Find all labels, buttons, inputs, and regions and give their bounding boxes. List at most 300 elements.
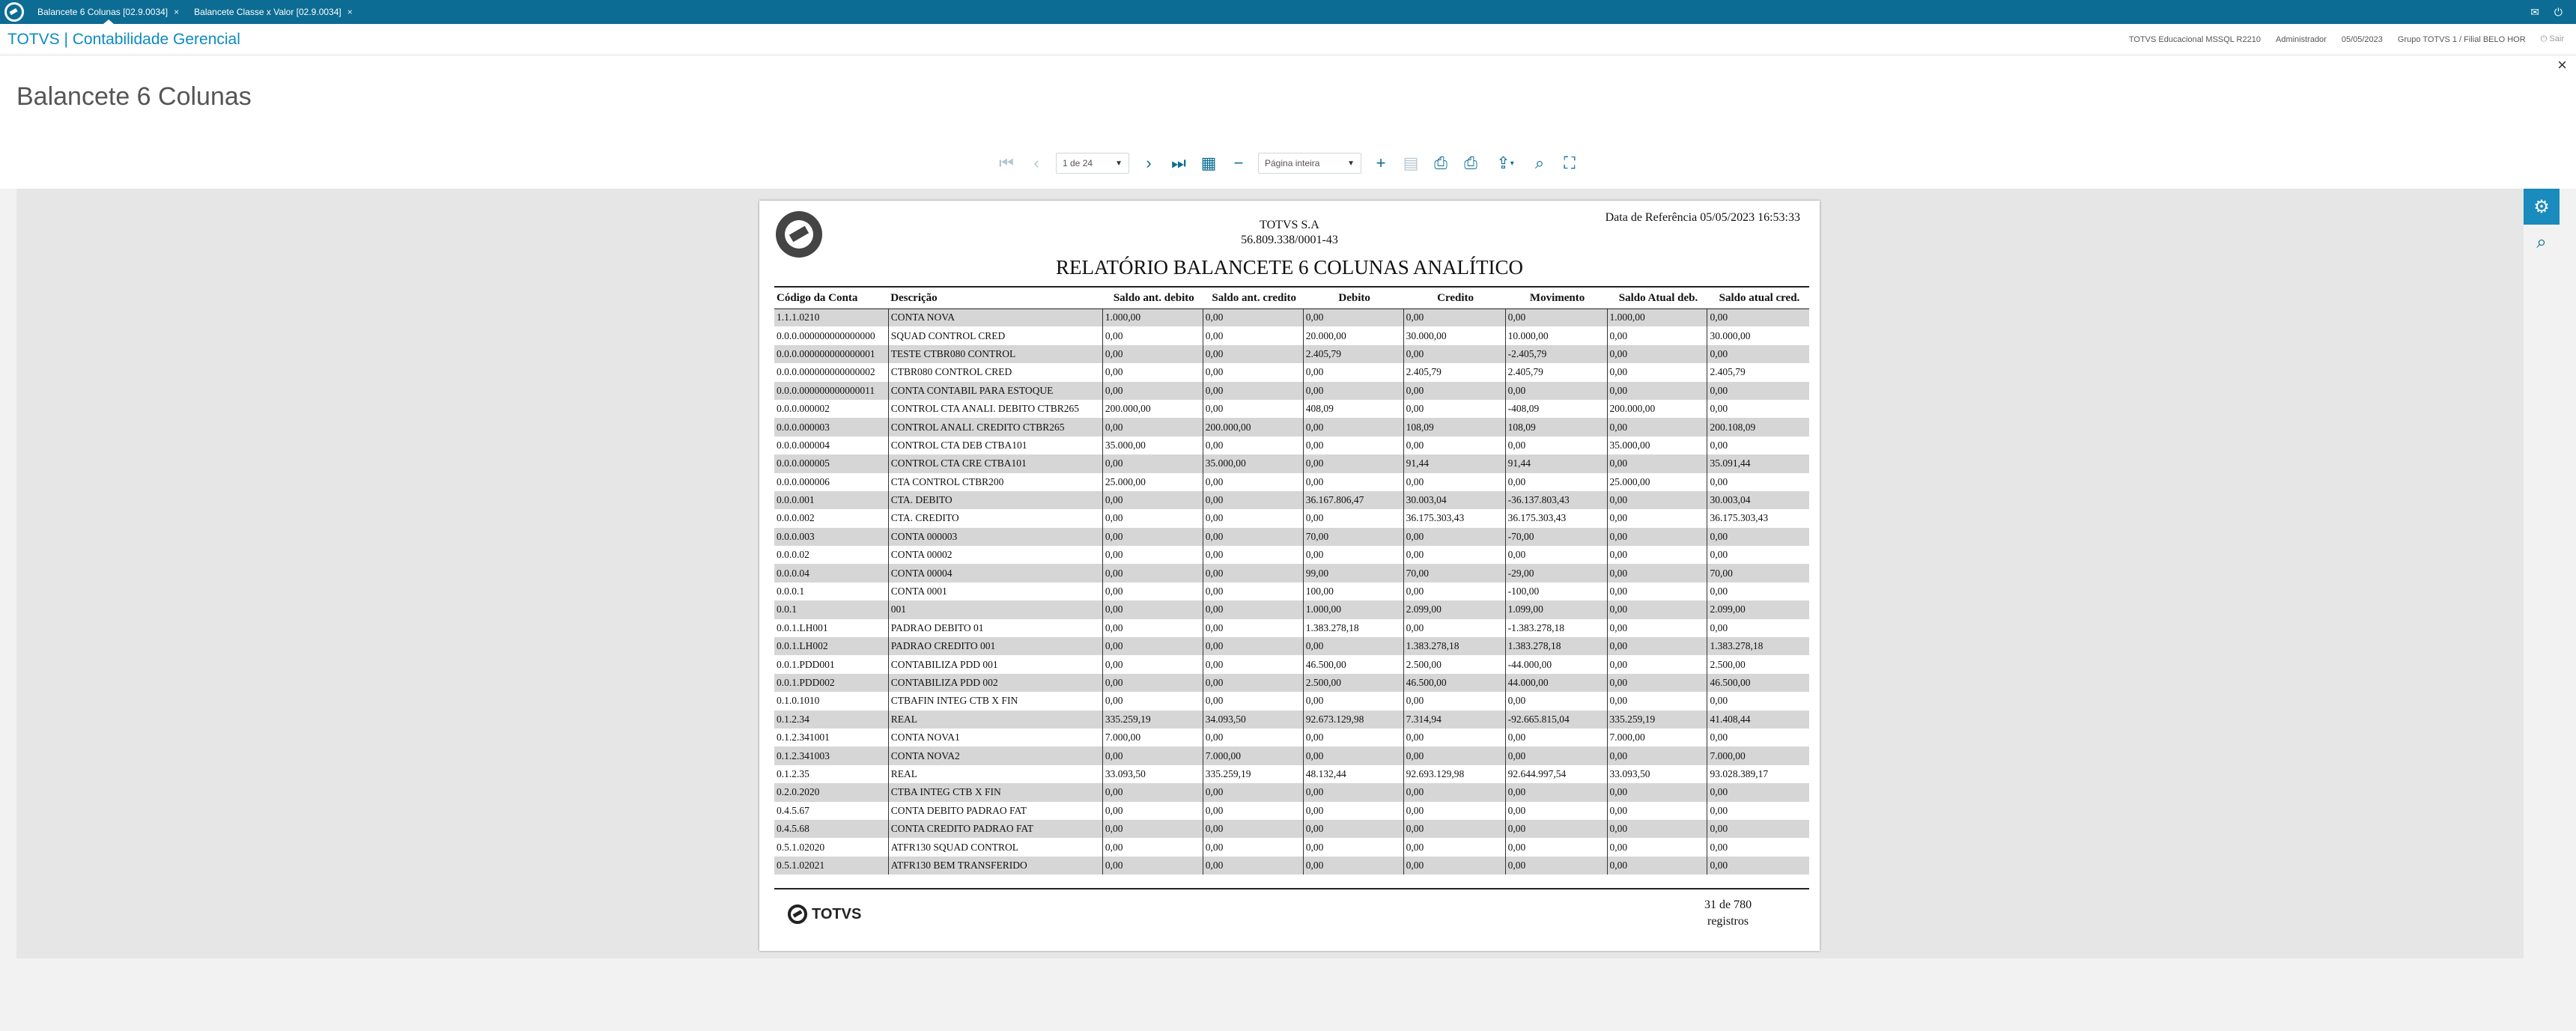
table-cell: 0,00: [1102, 382, 1203, 400]
table-cell: 92.673.129,98: [1303, 711, 1403, 729]
table-row: [774, 528, 1809, 546]
header-divider: [774, 286, 1809, 288]
table-cell: 0,00: [1303, 418, 1403, 436]
table-cell: 99,00: [1303, 564, 1403, 582]
table-cell: 0,00: [1203, 838, 1303, 856]
table-cell: 408,09: [1303, 400, 1403, 418]
table-cell: 46.500,00: [1303, 655, 1403, 673]
table-cell: 33.093,50: [1607, 765, 1707, 783]
table-cell: 30.000,00: [1403, 326, 1505, 344]
first-page-icon[interactable]: ⏮: [999, 153, 1014, 172]
table-row: [774, 454, 1809, 472]
table-cell: 0.5.1.02020: [777, 841, 825, 853]
table-cell: 2.405,79: [1403, 363, 1505, 381]
table-cell: 0,00: [1403, 802, 1505, 820]
zoom-select[interactable]: [1258, 153, 1361, 174]
column-header: Debito: [1303, 289, 1403, 308]
table-cell: 0,00: [1707, 802, 1809, 820]
table-cell: 0,00: [1303, 509, 1403, 527]
table-cell: 30.003,04: [1403, 491, 1505, 509]
table-cell: 0,00: [1203, 655, 1303, 673]
company-name: TOTVS S.A: [1260, 219, 1319, 231]
table-row: [774, 729, 1809, 746]
table-cell: 0,00: [1203, 473, 1303, 491]
table-cell: CONTA CREDITO PADRAO FAT: [888, 820, 1102, 838]
table-cell: 0,00: [1102, 345, 1203, 363]
table-cell: 1.000,00: [1102, 308, 1203, 326]
table-cell: 0.1.2.34: [774, 711, 888, 729]
page-select-value: 1 de 24: [1063, 158, 1093, 168]
table-cell: 0,00: [1102, 509, 1203, 527]
table-cell: 0,00: [1203, 546, 1303, 564]
fullscreen-icon[interactable]: ⛶: [1564, 153, 1576, 172]
exit-link[interactable]: ⏻ Sair: [2540, 34, 2564, 43]
table-cell: 0,00: [1203, 802, 1303, 820]
app-title: TOTVS | Contabilidade Gerencial: [7, 30, 240, 48]
table-cell: 0,00: [1303, 820, 1403, 838]
table-cell: 0.0.0.02: [777, 549, 809, 561]
table-cell: 0,00: [1203, 600, 1303, 618]
table-cell: 0,00: [1203, 382, 1303, 400]
table-cell: 25.000,00: [1607, 473, 1707, 491]
table-cell: 44.000,00: [1505, 674, 1607, 692]
column-header: Saldo ant. debito: [1102, 289, 1203, 308]
table-cell: 0,00: [1203, 820, 1303, 838]
table-cell: 0,00: [1102, 692, 1203, 710]
table-cell: 0,00: [1303, 692, 1403, 710]
page-select[interactable]: [1056, 153, 1129, 174]
table-cell: 0,00: [1303, 437, 1403, 454]
table-cell: 200.000,00: [1607, 400, 1707, 418]
table-row: [774, 765, 1809, 783]
table-cell: 335.259,19: [1607, 711, 1707, 729]
table-cell: 0,00: [1403, 746, 1505, 764]
previous-page-icon[interactable]: ‹: [1033, 153, 1039, 172]
table-cell: 0,00: [1203, 509, 1303, 527]
table-row: [774, 619, 1809, 637]
table-cell: 0,00: [1505, 802, 1607, 820]
table-cell: 2.500,00: [1403, 655, 1505, 673]
reference-date: Data de Referência 05/05/2023 16:53:33: [1605, 211, 1800, 224]
zoom-select-value: Página inteira: [1265, 158, 1320, 168]
table-cell: 0,00: [1707, 345, 1809, 363]
table-cell: 0,00: [1203, 637, 1303, 655]
table-cell: 0,00: [1607, 637, 1707, 655]
table-cell: -36.137.803,43: [1505, 491, 1607, 509]
table-cell: -100,00: [1505, 583, 1607, 600]
table-cell: 92.693.129,98: [1403, 765, 1505, 783]
table-cell: 7.314,94: [1403, 711, 1505, 729]
record-count-line: 31 de 780: [1704, 898, 1752, 911]
column-header: Credito: [1403, 289, 1505, 308]
table-cell: 0,00: [1707, 382, 1809, 400]
table-cell: CONTABILIZA PDD 002: [888, 674, 1102, 692]
table-cell: 0,00: [1403, 308, 1505, 326]
table-cell: 0.1.2.341003: [774, 746, 888, 764]
table-cell: 0,00: [1403, 820, 1505, 838]
chevron-down-icon: ▼: [1115, 159, 1123, 168]
tab-close-icon[interactable]: ×: [174, 7, 180, 17]
table-cell: 0,00: [1102, 802, 1203, 820]
table-cell: 0,00: [1707, 729, 1809, 746]
page-title: Balancete 6 Colunas: [16, 82, 252, 111]
next-page-icon[interactable]: ›: [1146, 153, 1152, 172]
table-cell: 35.091,44: [1707, 454, 1809, 472]
table-cell: 0.0.0.002: [777, 512, 815, 524]
table-cell: 0,00: [1707, 619, 1809, 637]
zoom-out-icon[interactable]: −: [1233, 153, 1244, 172]
table-row: [774, 382, 1809, 400]
table-cell: 35.000,00: [1203, 454, 1303, 472]
table-cell: 2.405,79: [1707, 363, 1809, 381]
table-cell: 0,00: [1505, 382, 1607, 400]
table-cell: 0,00: [1102, 564, 1203, 582]
table-cell: 0,00: [1203, 619, 1303, 637]
table-cell: 0,00: [1607, 491, 1707, 509]
table-row: [774, 473, 1809, 491]
table-cell: 0,00: [1707, 528, 1809, 546]
exit-icon[interactable]: ⏻: [2554, 5, 2563, 18]
table-cell: 0,00: [1607, 326, 1707, 344]
table-cell: 200.108,09: [1707, 418, 1809, 436]
table-cell: 0,00: [1303, 308, 1403, 326]
table-row: [774, 509, 1809, 527]
table-row: [774, 711, 1809, 729]
table-cell: 0,00: [1102, 783, 1203, 801]
tab-label: Balancete Classe x Valor [02.9.0034]: [194, 7, 341, 17]
tab-balancete-6-colunas[interactable]: [30, 0, 186, 24]
table-cell: -29,00: [1505, 564, 1607, 582]
table-cell: 0.0.1.PDD002: [774, 674, 888, 692]
table-cell: 70,00: [1303, 528, 1403, 546]
table-cell: 108,09: [1403, 418, 1505, 436]
table-cell: 48.132,44: [1303, 765, 1403, 783]
totvs-logo-icon[interactable]: [4, 2, 24, 22]
column-header: Código da Conta: [774, 289, 888, 308]
table-cell: 0,00: [1303, 382, 1403, 400]
table-cell: 0,00: [1403, 783, 1505, 801]
table-cell: 0,00: [1303, 729, 1403, 746]
table-cell: 0,00: [1707, 820, 1809, 838]
table-cell: 200.000,00: [1203, 418, 1303, 436]
table-cell: 0,00: [1607, 820, 1707, 838]
zoom-in-icon[interactable]: +: [1376, 153, 1386, 172]
table-cell: 36.167.806,47: [1303, 491, 1403, 509]
table-cell: PADRAO DEBITO 01: [888, 619, 1102, 637]
table-cell: 0,00: [1203, 491, 1303, 509]
table-row: [774, 363, 1809, 381]
table-cell: REAL: [888, 765, 1102, 783]
table-cell: 7.000,00: [1707, 746, 1809, 764]
table-cell: 70,00: [1707, 564, 1809, 582]
column-header: Descrição: [888, 289, 1102, 308]
table-cell: 0,00: [1607, 655, 1707, 673]
table-cell: 0,00: [1607, 418, 1707, 436]
table-cell: CTBR080 CONTROL CRED: [888, 363, 1102, 381]
table-cell: PADRAO CREDITO 001: [888, 637, 1102, 655]
table-cell: 91,44: [1403, 454, 1505, 472]
table-cell: 0,00: [1505, 838, 1607, 856]
table-cell: 0.1.2.35: [777, 767, 809, 779]
table-cell: 0,00: [1403, 857, 1505, 875]
table-cell: 0.0.0.001: [774, 491, 888, 509]
table-cell: CTBA INTEG CTB X FIN: [888, 783, 1102, 801]
table-cell: 0.0.0.000000000000000: [777, 329, 875, 341]
table-cell: 0,00: [1505, 746, 1607, 764]
table-cell: 0,00: [1607, 583, 1707, 600]
company-cnpj: 56.809.338/0001-43: [1241, 234, 1338, 246]
table-cell: 0,00: [1403, 729, 1505, 746]
thumbnails-icon[interactable]: ▦: [1200, 153, 1217, 172]
settings-gear-icon[interactable]: ⚙: [2524, 189, 2560, 225]
table-cell: 1.383.278,18: [1403, 637, 1505, 655]
table-cell: 200.000,00: [1102, 400, 1203, 418]
table-cell: 0,00: [1607, 363, 1707, 381]
table-row: [774, 564, 1809, 582]
table-cell: 7.000,00: [1102, 729, 1203, 746]
table-cell: 108,09: [1505, 418, 1607, 436]
table-cell: REAL: [888, 711, 1102, 729]
table-cell: 0,00: [1607, 838, 1707, 856]
table-cell: 0,00: [1203, 857, 1303, 875]
export-icon[interactable]: ⇪ ▾: [1496, 153, 1514, 172]
table-cell: 30.003,04: [1707, 491, 1809, 509]
table-cell: 0,00: [1303, 838, 1403, 856]
table-row: [774, 418, 1809, 436]
table-cell: 2.099,00: [1707, 600, 1809, 618]
table-cell: 0,00: [1607, 746, 1707, 764]
table-row: [774, 345, 1809, 363]
table-cell: CONTROL CTA CRE CTBA101: [888, 454, 1102, 472]
table-cell: 35.000,00: [1607, 437, 1707, 454]
table-cell: 0,00: [1102, 528, 1203, 546]
table-row: [774, 802, 1809, 820]
last-page-icon[interactable]: ⏭: [1171, 153, 1186, 172]
table-cell: ATFR130 BEM TRANSFERIDO: [888, 857, 1102, 875]
table-row: [774, 637, 1809, 655]
table-cell: 0,00: [1607, 600, 1707, 618]
table-cell: 0,00: [1707, 783, 1809, 801]
date-label[interactable]: 05/05/2023: [2341, 34, 2383, 44]
table-cell: 0,00: [1203, 326, 1303, 344]
table-cell: 0,00: [1102, 363, 1203, 381]
footer-logo-text: TOTVS: [812, 905, 862, 922]
table-cell: -92.665.815,04: [1505, 711, 1607, 729]
table-cell: 0,00: [1102, 454, 1203, 472]
table-cell: 0,00: [1303, 746, 1403, 764]
table-cell: CTBAFIN INTEG CTB X FIN: [888, 692, 1102, 710]
table-cell: 0,00: [1203, 564, 1303, 582]
table-cell: 0,00: [1403, 546, 1505, 564]
table-cell: 0,00: [1203, 583, 1303, 600]
table-cell: TESTE CTBR080 CONTROL: [888, 345, 1102, 363]
table-cell: -408,09: [1505, 400, 1607, 418]
table-cell: 0.4.5.67: [777, 804, 809, 816]
table-cell: 0,00: [1303, 473, 1403, 491]
print-icon[interactable]: ⎙: [1434, 153, 1448, 172]
table-cell: 0.1.0.1010: [777, 695, 820, 707]
table-row: [774, 400, 1809, 418]
table-cell: 0.4.5.68: [774, 820, 888, 838]
report-title: RELATÓRIO BALANCETE 6 COLUNAS ANALÍTICO: [1056, 256, 1523, 279]
table-cell: 0,00: [1303, 546, 1403, 564]
print-preview-icon[interactable]: ⎙: [1464, 153, 1477, 172]
table-cell: 2.500,00: [1707, 655, 1809, 673]
table-cell: 0,00: [1203, 437, 1303, 454]
table-cell: 7.000,00: [1607, 729, 1707, 746]
table-cell: 2.405,79: [1303, 345, 1403, 363]
page-header: [0, 55, 2576, 138]
table-cell: CONTA NOVA: [888, 308, 1102, 326]
table-cell: 0,00: [1403, 345, 1505, 363]
table-cell: CONTA 00002: [888, 546, 1102, 564]
table-cell: 0.0.0.000003: [774, 418, 888, 436]
footer-logo: [788, 904, 861, 924]
table-row: [774, 857, 1809, 875]
table-cell: 0,00: [1707, 838, 1809, 856]
table-cell: 0,00: [1102, 637, 1203, 655]
environment-label[interactable]: TOTVS Educacional MSSQL R2210: [2128, 34, 2261, 44]
table-cell: 0,00: [1303, 454, 1403, 472]
table-cell: 0,00: [1505, 820, 1607, 838]
table-cell: 1.383.278,18: [1707, 637, 1809, 655]
tab-close-icon[interactable]: ×: [347, 7, 353, 17]
table-cell: 25.000,00: [1102, 473, 1203, 491]
search-icon[interactable]: ⌕: [1534, 153, 1545, 172]
table-cell: 0.0.0.000000000000001: [774, 345, 888, 363]
table-cell: -70,00: [1505, 528, 1607, 546]
table-cell: 1.383.278,18: [1505, 637, 1607, 655]
table-cell: 46.500,00: [1403, 674, 1505, 692]
table-row: [774, 783, 1809, 801]
table-cell: 0,00: [1203, 345, 1303, 363]
table-cell: 0,00: [1403, 838, 1505, 856]
table-header-row: [774, 289, 1809, 308]
table-cell: 34.093,50: [1203, 711, 1303, 729]
table-cell: 7.000,00: [1203, 746, 1303, 764]
table-cell: 0,00: [1203, 692, 1303, 710]
table-cell: 41.408,44: [1707, 711, 1809, 729]
table-cell: 0,00: [1102, 746, 1203, 764]
table-cell: CONTA DEBITO PADRAO FAT: [888, 802, 1102, 820]
column-header: Movimento: [1505, 289, 1607, 308]
table-cell: 0,00: [1203, 674, 1303, 692]
table-cell: 0.0.1.LH002: [774, 637, 888, 655]
table-cell: 0,00: [1102, 326, 1203, 344]
table-row: [774, 546, 1809, 564]
table-cell: 0,00: [1505, 783, 1607, 801]
top-tab-bar: [0, 0, 2576, 24]
table-cell: 0.0.0.000000000000011: [774, 382, 888, 400]
table-cell: 0.1.2.341001: [777, 732, 830, 743]
table-cell: 0,00: [1607, 783, 1707, 801]
table-cell: 0,00: [1403, 528, 1505, 546]
table-cell: 1.099,00: [1505, 600, 1607, 618]
table-cell: 0,00: [1403, 382, 1505, 400]
table-cell: 0,00: [1607, 546, 1707, 564]
table-cell: CTA. CREDITO: [888, 509, 1102, 527]
report-toolbar: [0, 138, 2576, 189]
table-cell: 0.0.1.LH001: [777, 621, 828, 633]
chevron-down-icon: ▼: [1347, 159, 1355, 168]
table-cell: 0,00: [1102, 491, 1203, 509]
table-cell: 0.0.0.1: [777, 586, 805, 597]
table-cell: 0,00: [1505, 857, 1607, 875]
table-cell: CONTA 00004: [888, 564, 1102, 582]
table-cell: 0,00: [1505, 308, 1607, 326]
table-cell: 0,00: [1607, 528, 1707, 546]
table-row: [774, 491, 1809, 509]
table-cell: 0,00: [1607, 345, 1707, 363]
table-cell: 0.0.0.003: [774, 528, 888, 546]
table-cell: 2.099,00: [1403, 600, 1505, 618]
table-cell: CONTA 000003: [888, 528, 1102, 546]
table-cell: 0.0.0.04: [774, 564, 888, 582]
table-cell: 0,00: [1102, 838, 1203, 856]
table-cell: 93.028.389,17: [1707, 765, 1809, 783]
tab-balancete-classe-valor[interactable]: [186, 0, 360, 24]
search-icon[interactable]: ⌕: [2536, 232, 2547, 252]
close-icon[interactable]: ×: [2557, 55, 2567, 74]
table-cell: 0,00: [1607, 564, 1707, 582]
table-cell: CONTA NOVA1: [888, 729, 1102, 746]
table-cell: CONTROL ANALI. CREDITO CTBR265: [888, 418, 1102, 436]
table-cell: 0,00: [1607, 802, 1707, 820]
table-cell: 0,00: [1102, 619, 1203, 637]
company-branch-label[interactable]: Grupo TOTVS 1 / Filial BELO HOR: [2397, 34, 2526, 44]
table-cell: 0,00: [1707, 857, 1809, 875]
viewer-side-panel: [2524, 189, 2560, 261]
table-cell: 0,00: [1707, 583, 1809, 600]
table-cell: 0,00: [1203, 528, 1303, 546]
table-cell: 0,00: [1505, 546, 1607, 564]
table-cell: 1.1.1.0210: [774, 308, 888, 326]
table-row: [774, 326, 1809, 344]
table-cell: 0,00: [1203, 400, 1303, 418]
table-row: [774, 838, 1809, 856]
report-page: [759, 201, 1820, 951]
table-cell: 0,00: [1203, 308, 1303, 326]
mail-icon[interactable]: ✉: [2530, 5, 2539, 18]
document-properties-icon[interactable]: ▤: [1403, 153, 1419, 172]
table-cell: 0,00: [1102, 583, 1203, 600]
table-cell: 1.000,00: [1303, 600, 1403, 618]
table-cell: 0.0.0.000006: [777, 475, 830, 487]
table-row: [774, 746, 1809, 764]
table-cell: 0,00: [1203, 783, 1303, 801]
table-cell: 46.500,00: [1707, 674, 1809, 692]
table-cell: CTA. DEBITO: [888, 491, 1102, 509]
table-cell: 20.000,00: [1303, 326, 1403, 344]
table-cell: CTA CONTROL CTBR200: [888, 473, 1102, 491]
table-cell: 0,00: [1303, 637, 1403, 655]
table-cell: 0,00: [1303, 802, 1403, 820]
table-cell: ATFR130 SQUAD CONTROL: [888, 838, 1102, 856]
table-cell: 0,00: [1403, 619, 1505, 637]
table-cell: 30.000,00: [1707, 326, 1809, 344]
table-cell: 0,00: [1607, 382, 1707, 400]
table-cell: 0,00: [1303, 363, 1403, 381]
table-row: [774, 600, 1809, 618]
table-cell: 36.175.303,43: [1403, 509, 1505, 527]
exit-label: Sair: [2549, 34, 2564, 43]
table-cell: 0,00: [1607, 454, 1707, 472]
balance-table: [774, 289, 1809, 875]
table-cell: 92.644.997,54: [1505, 765, 1607, 783]
table-cell: 35.000,00: [1102, 437, 1203, 454]
table-cell: 2.500,00: [1303, 674, 1403, 692]
user-label[interactable]: Administrador: [2275, 34, 2327, 44]
